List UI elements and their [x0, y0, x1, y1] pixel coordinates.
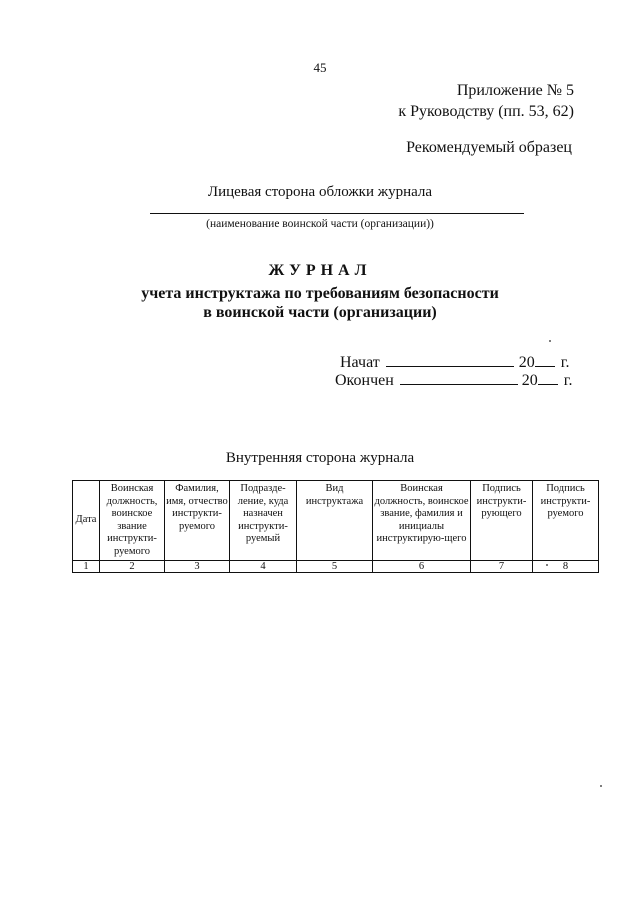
table-header-row — [73, 481, 599, 561]
journal-title: ЖУРНАЛ — [268, 262, 372, 279]
header-position-rank: Воинская должность, воинское звание инструкти-руемого — [100, 481, 165, 561]
header-trainee-signature: Подпись инструкти-руемого — [533, 481, 599, 561]
started-year-prefix: 20 — [518, 354, 535, 371]
journal-subtitle-line-2: в воинской части (организации) — [203, 304, 437, 321]
table-number-row — [73, 561, 599, 573]
column-number-7: 7 — [471, 561, 533, 573]
column-number-1: 1 — [73, 561, 100, 573]
header-instructor-signature: Подпись инструкти-рующего — [471, 481, 533, 561]
started-date-blank — [386, 352, 514, 367]
journal-table — [72, 480, 599, 573]
sample-label: Рекомендуемый образец — [406, 139, 572, 156]
column-number-8: 8 — [533, 561, 599, 573]
started-year-suffix: г. — [560, 354, 570, 371]
ended-year-blank — [538, 370, 558, 385]
column-number-2: 2 — [100, 561, 165, 573]
inner-title: Внутренняя сторона журнала — [225, 450, 415, 466]
scan-speck — [600, 785, 602, 787]
header-instructor-info: Воинская должность, воинское звание, фамилия и инициалы инструктирую-щего — [373, 481, 471, 561]
column-number-4: 4 — [230, 561, 297, 573]
unit-name-line — [150, 213, 524, 214]
ended-year-prefix: 20 — [521, 372, 538, 389]
appendix-reference: к Руководству (пп. 53, 62) — [398, 103, 574, 120]
scan-speck — [549, 340, 551, 342]
appendix-block — [398, 80, 574, 122]
ended-row — [335, 370, 573, 390]
journal-subtitle — [0, 284, 640, 322]
started-row — [340, 352, 570, 372]
appendix-number: Приложение № 5 — [456, 82, 574, 99]
ended-date-blank — [400, 370, 518, 385]
header-full-name: Фамилия, имя, отчество инструкти-руемого — [165, 481, 230, 561]
journal-subtitle-line-1: учета инструктажа по требованиям безопасности — [141, 285, 499, 302]
column-number-5: 5 — [297, 561, 373, 573]
header-instruction-type: Вид инструктажа — [297, 481, 373, 561]
header-date: Дата — [73, 481, 100, 561]
page-number: 45 — [313, 60, 327, 75]
cover-title: Лицевая сторона обложки журнала — [207, 184, 433, 200]
column-number-6: 6 — [373, 561, 471, 573]
started-label: Начат — [340, 354, 380, 371]
unit-caption: (наименование воинской части (организации)) — [206, 218, 434, 230]
started-year-blank — [535, 352, 555, 367]
scan-speck — [546, 564, 548, 566]
header-subdivision: Подразде-ление, куда назначен инструкти-руемый — [230, 481, 297, 561]
column-number-3: 3 — [165, 561, 230, 573]
ended-year-suffix: г. — [563, 372, 573, 389]
ended-label: Окончен — [335, 372, 394, 389]
